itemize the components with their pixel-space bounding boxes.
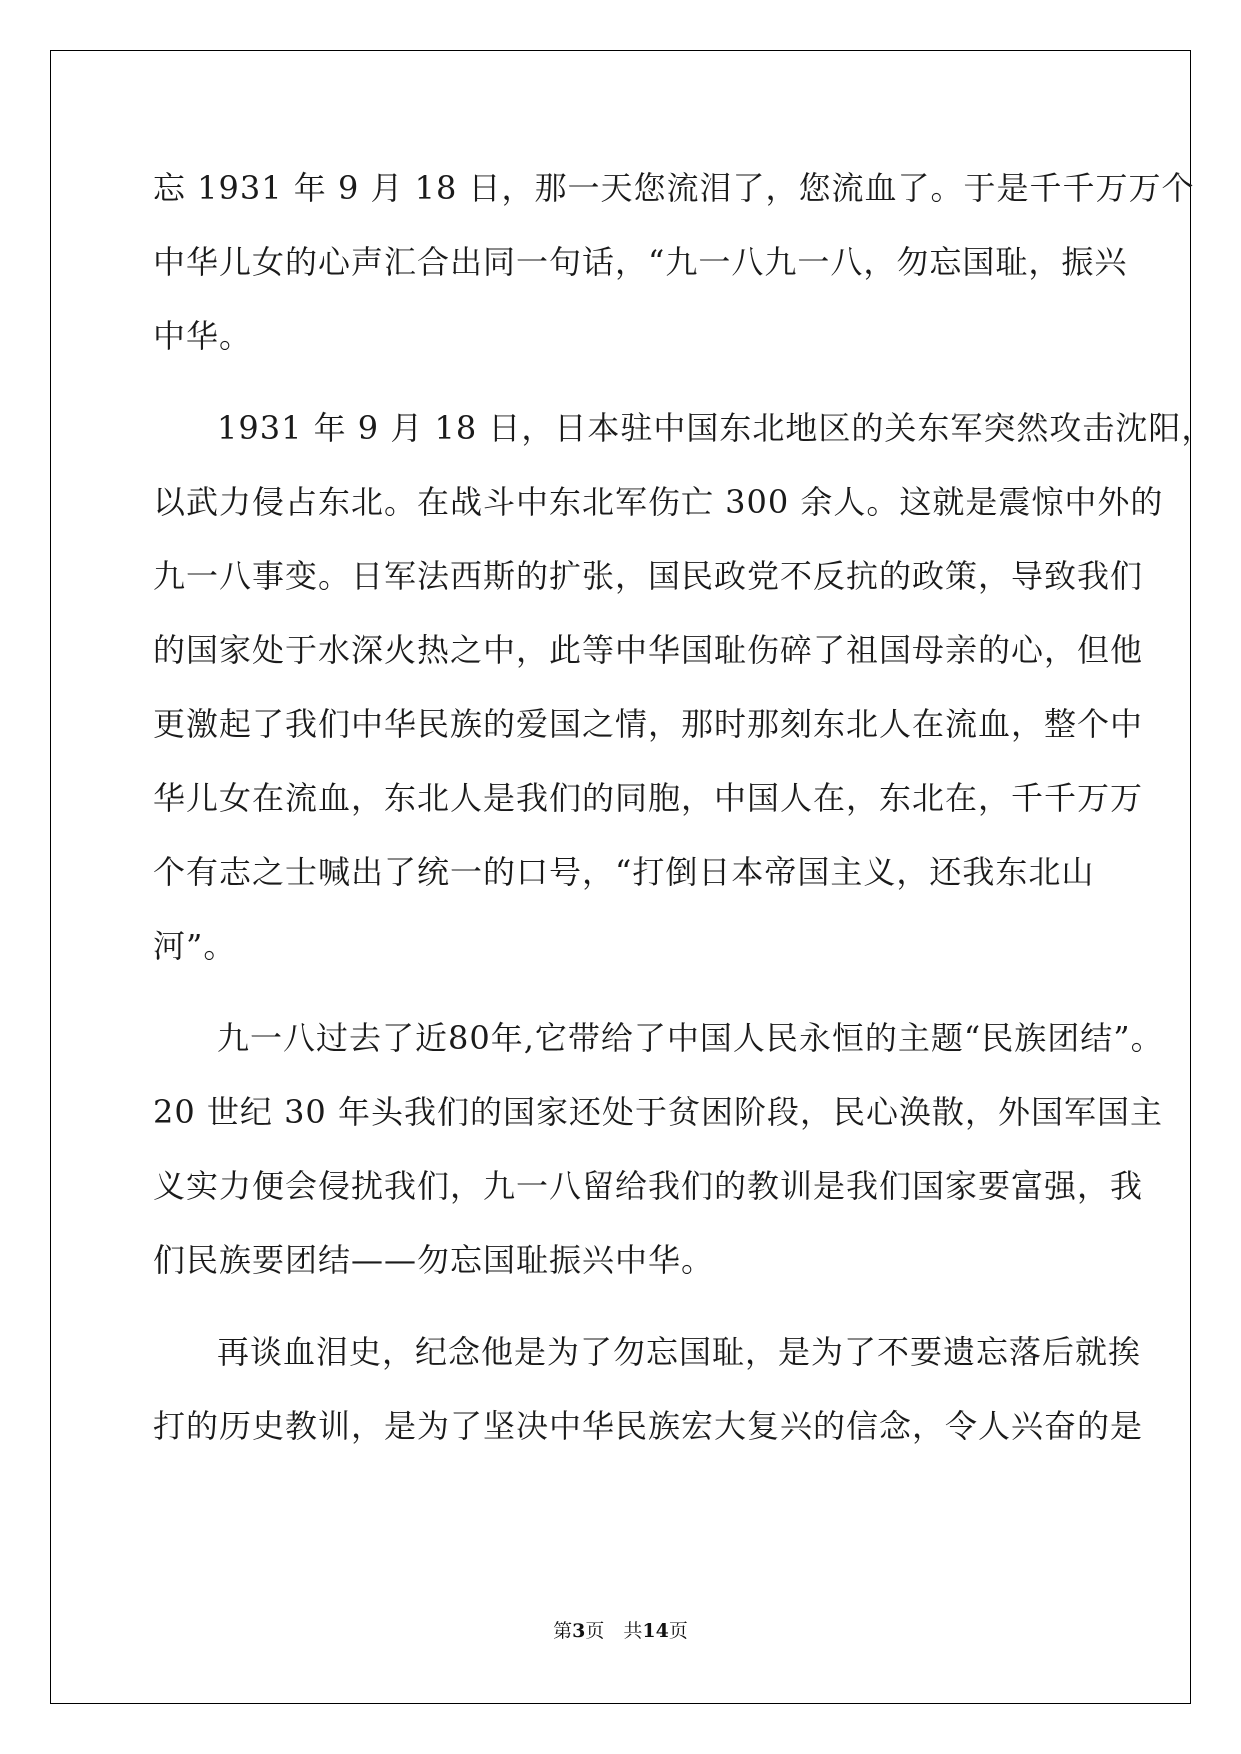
footer-suffix: 页 [668,1620,688,1642]
text-line: 们民族要团结——勿忘国耻振兴中华。 [153,1241,715,1279]
text-line: 义实力便会侵扰我们，九一八留给我们的教训是我们国家要富强，我 [153,1167,1144,1205]
total-pages-number: 14 [642,1620,669,1642]
text-line: 华儿女在流血，东北人是我们的同胞，中国人在，东北在，千千万万 [153,779,1144,817]
text-line: 中华儿女的心声汇合出同一句话，“九一八九一八，勿忘国耻，振兴 [153,243,1128,281]
text-line: 中华。 [153,317,253,355]
paragraph-first-line: 九一八过去了近80年,它带给了中国人民永恒的主题“民族团结”。 [217,1019,1164,1057]
text-line: 打的历史教训，是为了坚决中华民族宏大复兴的信念，令人兴奋的是 [153,1407,1144,1445]
text-line: 河”。 [153,927,237,965]
text-line: 忘 1931 年 9 月 18 日，那一天您流泪了，您流血了。于是千千万万个 [153,169,1195,207]
text-line: 以武力侵占东北。在战斗中东北军伤亡 300 余人。这就是震惊中外的 [153,483,1164,521]
page-number-footer [0,1616,1241,1643]
text-line: 九一八事变。日军法西斯的扩张，国民政党不反抗的政策，导致我们 [153,557,1144,595]
text-line: 的国家处于水深火热之中，此等中华国耻伤碎了祖国母亲的心，但他 [153,631,1144,669]
text-line: 20 世纪 30 年头我们的国家还处于贫困阶段，民心涣散，外国军国主 [153,1093,1163,1131]
text-line: 个有志之士喊出了统一的口号，“打倒日本帝国主义，还我东北山 [153,853,1095,891]
footer-prefix: 第 [553,1620,573,1642]
footer-middle: 页 共 [585,1620,643,1642]
current-page-number: 3 [572,1620,586,1642]
text-line: 更激起了我们中华民族的爱国之情，那时那刻东北人在流血，整个中 [153,705,1144,743]
paragraph-first-line: 再谈血泪史，纪念他是为了勿忘国耻，是为了不要遗忘落后就挨 [217,1333,1142,1371]
paragraph-first-line: 1931 年 9 月 18 日，日本驻中国东北地区的关东军突然攻击沈阳， [217,409,1215,447]
document-body [153,163,1215,1475]
